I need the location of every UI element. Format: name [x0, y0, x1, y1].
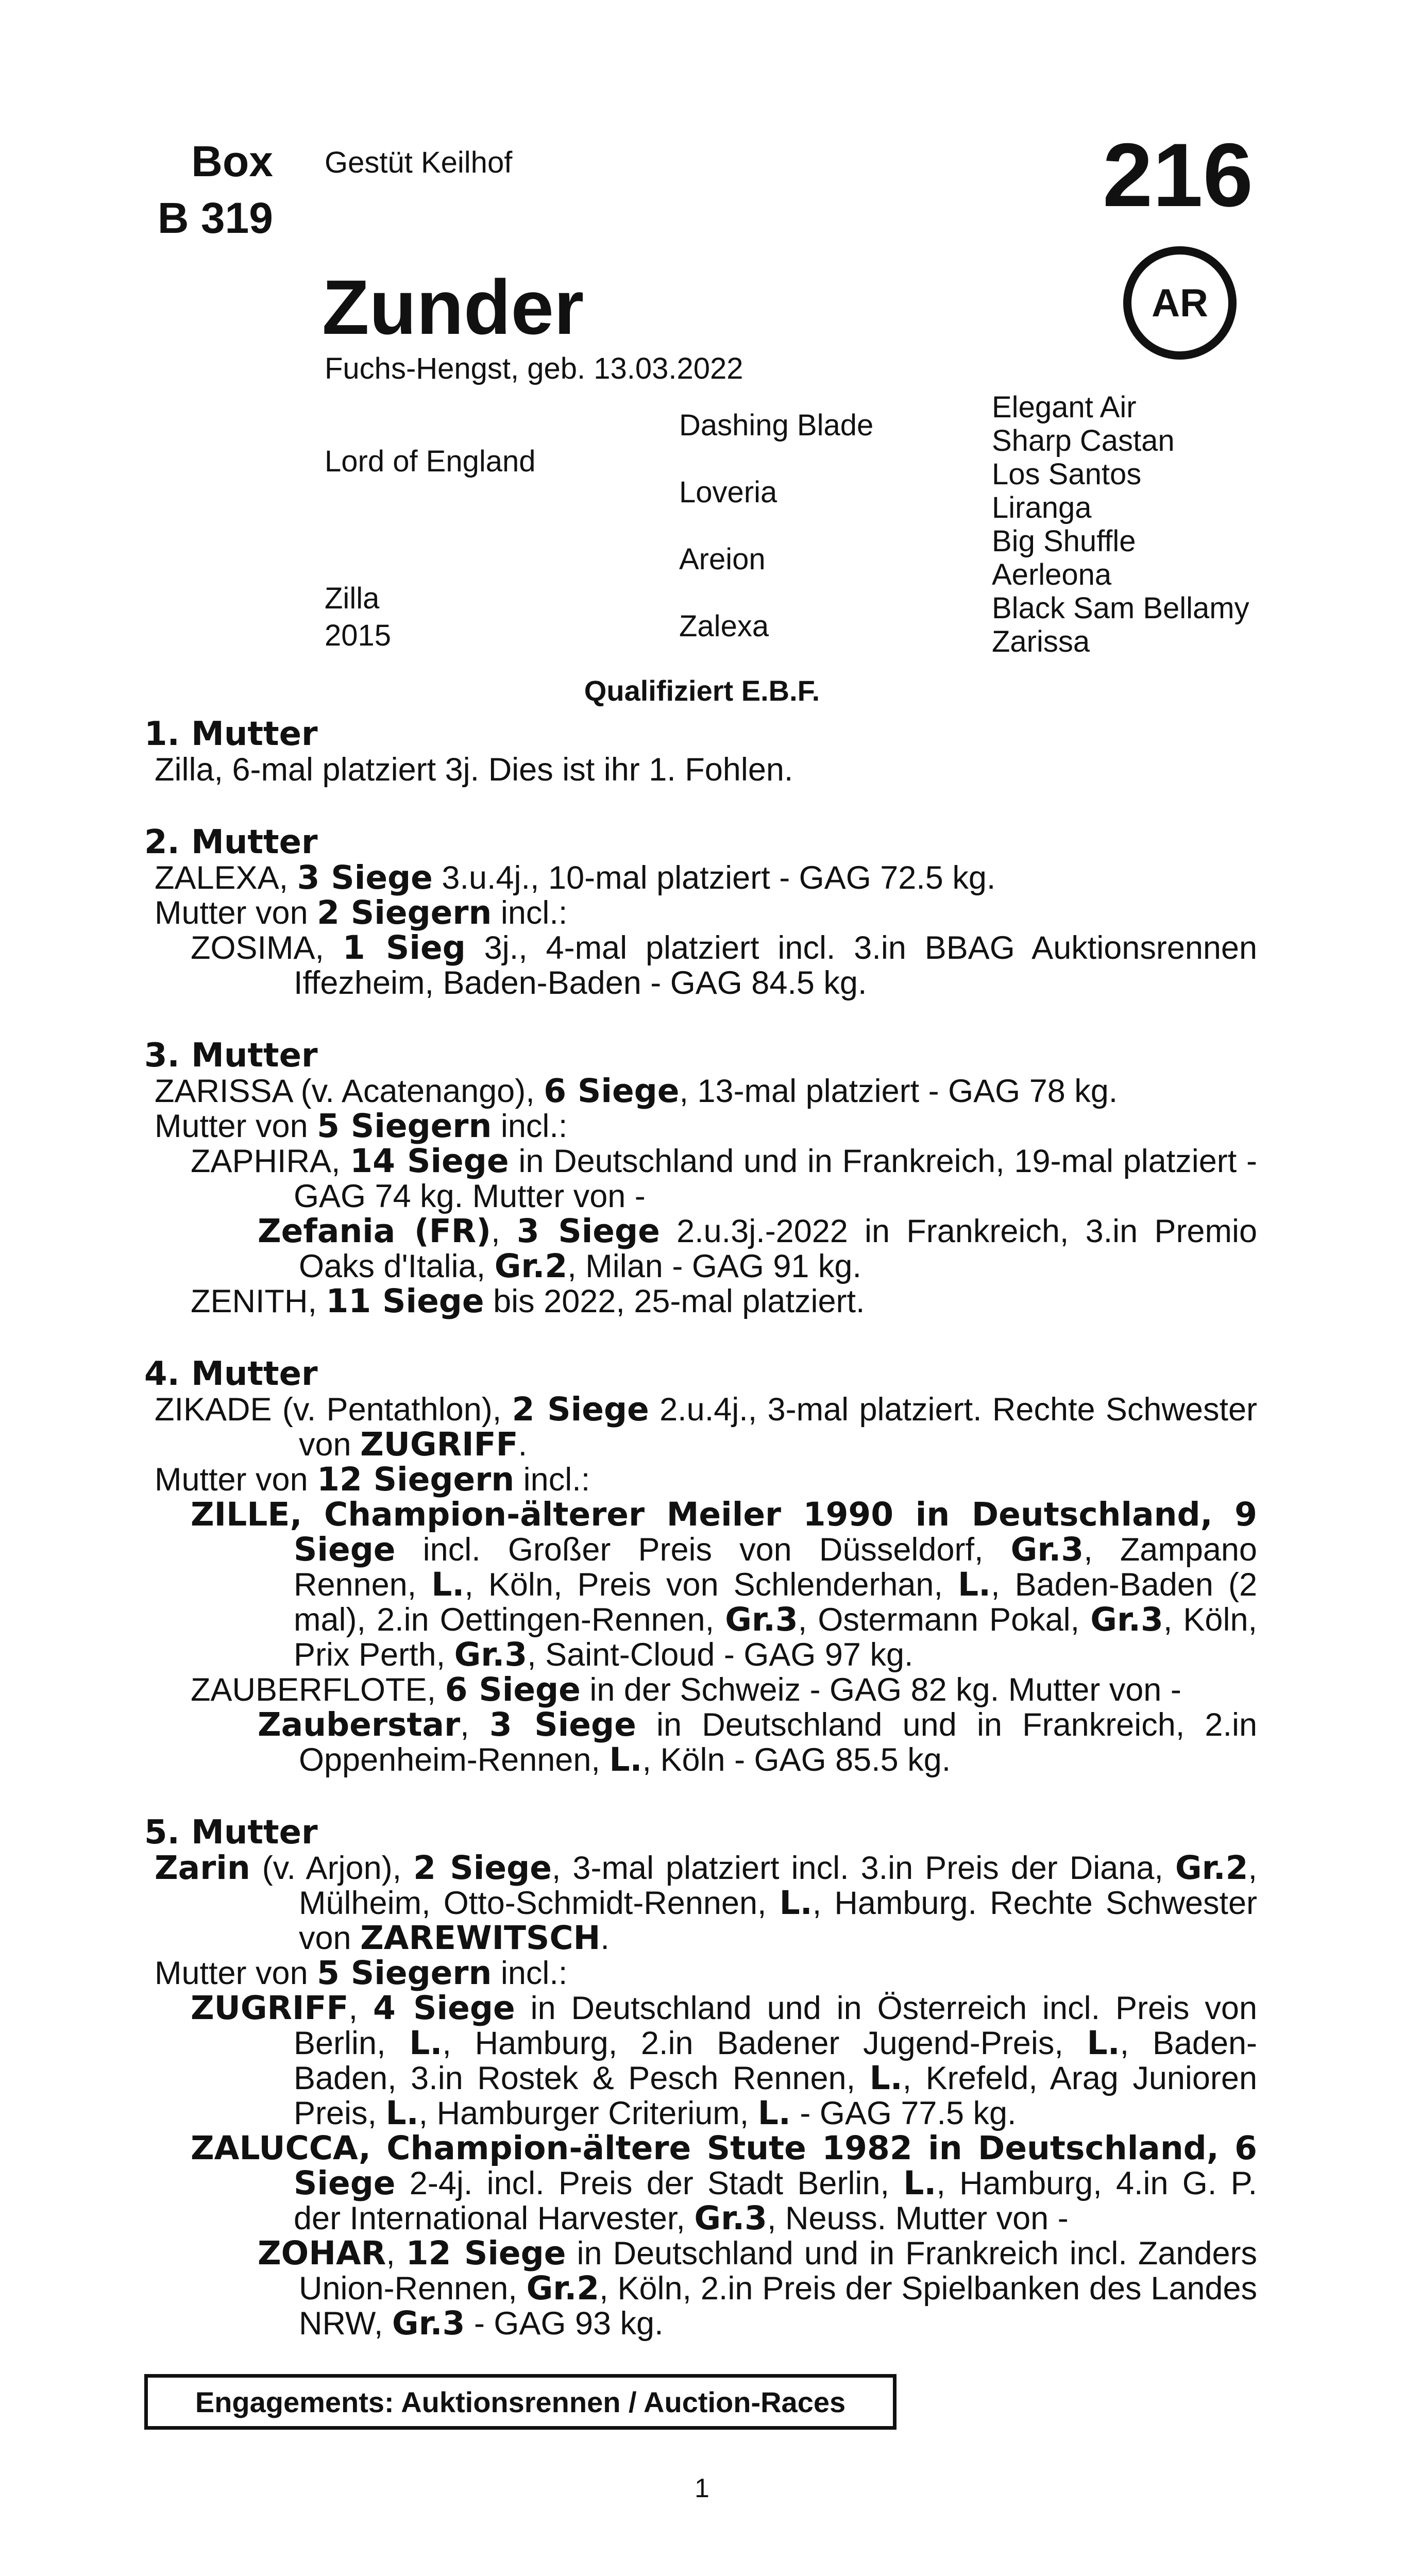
pedigree-gen3-item: Liranga	[992, 491, 1092, 524]
horse-description: Fuchs-Hengst, geb. 13.03.2022	[325, 352, 743, 385]
qualification: Qualifiziert E.B.F.	[584, 674, 820, 707]
section-heading: 1. Mutter	[144, 715, 318, 753]
engagements-box	[144, 2374, 896, 2430]
engagements-text: Engagements: Auktionsrennen / Auction-Races	[195, 2385, 846, 2418]
box-label-block	[144, 133, 273, 246]
produce-entry: ZUGRIFF, 4 Siege in Deutschland und in Österreich incl. Preis von Berlin, L., Hamburg, 2.in Badener Jugend-Preis, L., Baden-Baden, 3.in Rostek & Pesch Rennen, L., Krefeld, Arag Junioren Preis, L., Hamburger Criterium, L. - GAG 77.5 kg.	[191, 1989, 1257, 2132]
pedigree-gen3-item: Sharp Castan	[992, 424, 1175, 457]
section-text: Zilla, 6-mal platziert 3j. Dies ist ihr 1. Fohlen.	[155, 752, 793, 788]
section-heading: 4. Mutter	[144, 1355, 318, 1393]
ar-badge-text: AR	[1152, 281, 1208, 325]
pedigree-dam-sire: Areion	[679, 543, 766, 576]
produce-summary: Mutter von 5 Siegern incl.:	[155, 1954, 568, 1992]
pedigree-gen3-item: Aerleona	[992, 558, 1112, 591]
section-1-mutter	[144, 716, 1257, 787]
dam-record: ZALEXA, 3 Siege 3.u.4j., 10-mal platziert - GAG 72.5 kg.	[155, 859, 996, 896]
produce-entry-grandchild: ZOHAR, 12 Siege in Deutschland und in Frankreich incl. Zanders Union-Rennen, Gr.2, Köln, 2.in Preis der Spielbanken des Landes NRW, Gr.3 - GAG 93 kg.	[258, 2234, 1258, 2342]
pedigree-sire: Lord of England	[325, 445, 536, 478]
section-heading: 3. Mutter	[144, 1037, 318, 1075]
section-5-mutter	[144, 1815, 1257, 2341]
pedigree-gen3-item: Big Shuffle	[992, 524, 1136, 558]
horse-name: Zunder	[322, 264, 584, 350]
pedigree-dam: Zilla	[325, 582, 380, 615]
dam-record: ZARISSA (v. Acatenango), 6 Siege, 13-mal platziert - GAG 78 kg.	[155, 1072, 1118, 1110]
ar-badge-icon	[1123, 246, 1237, 360]
pedigree-gen3-item: Black Sam Bellamy	[992, 591, 1249, 625]
box-number: B 319	[157, 194, 273, 242]
produce-entry: ZILLE, Champion-älterer Meiler 1990 in Deutschland, 9 Siege incl. Großer Preis von Düsseldorf, Gr.3, Zampano Rennen, L., Köln, Preis von Schlenderhan, L., Baden-Baden (2 mal), 2.in Oettingen-Rennen, Gr.3, Ostermann Pokal, Gr.3, Köln, Prix Perth, Gr.3, Saint-Cloud - GAG 97 kg.	[191, 1496, 1257, 1673]
produce-summary: Mutter von 2 Siegern incl.:	[155, 894, 568, 931]
section-heading: 5. Mutter	[144, 1814, 318, 1852]
lot-number: 216	[1103, 125, 1253, 226]
stud-name: Gestüt Keilhof	[325, 146, 513, 179]
section-4-mutter	[144, 1356, 1257, 1777]
produce-summary: Mutter von 12 Siegern incl.:	[155, 1461, 590, 1498]
page-number: 1	[695, 2473, 709, 2503]
produce-entry-grandchild: Zefania (FR), 3 Siege 2.u.3j.-2022 in Frankreich, 3.in Premio Oaks d'Italia, Gr.2, Milan - GAG 91 kg.	[258, 1212, 1257, 1285]
pedigree-gen3-item: Los Santos	[992, 457, 1142, 491]
section-2-mutter	[144, 824, 1257, 1001]
section-3-mutter	[144, 1038, 1257, 1319]
produce-summary: Mutter von 5 Siegern incl.:	[155, 1107, 568, 1145]
pedigree-dam-dam: Zalexa	[679, 609, 769, 643]
box-label: Box	[191, 137, 273, 185]
produce-entry: ZOSIMA, 1 Sieg 3j., 4-mal platziert incl. 3.in BBAG Auktionsrennen Iffezheim, Baden-Baden - GAG 84.5 kg.	[191, 929, 1257, 1001]
produce-entry: ZAUBERFLOTE, 6 Siege in der Schweiz - GAG 82 kg. Mutter von -	[191, 1671, 1181, 1708]
dam-record: ZIKADE (v. Pentathlon), 2 Siege 2.u.4j., 3-mal platziert. Rechte Schwester von ZUGRIFF.	[155, 1391, 1257, 1463]
produce-entry-grandchild: Zauberstar, 3 Siege in Deutschland und in Frankreich, 2.in Oppenheim-Rennen, L., Köln - GAG 85.5 kg.	[258, 1706, 1258, 1778]
pedigree-gen3	[992, 391, 1249, 658]
pedigree-sire-dam: Loveria	[679, 476, 777, 509]
produce-entry: ZENITH, 11 Siege bis 2022, 25-mal platziert.	[191, 1282, 865, 1320]
pedigree-sire-sire: Dashing Blade	[679, 409, 874, 442]
pedigree-dam-year: 2015	[325, 619, 392, 652]
dam-record: Zarin (v. Arjon), 2 Siege, 3-mal platziert incl. 3.in Preis der Diana, Gr.2, Mülheim, Otto-Schmidt-Rennen, L., Hamburg. Rechte Schwester von ZAREWITSCH.	[155, 1849, 1257, 1957]
produce-entry: ZAPHIRA, 14 Siege in Deutschland und in Frankreich, 19-mal platziert - GAG 74 kg. Mutter von -	[191, 1142, 1257, 1214]
pedigree-gen3-item: Elegant Air	[992, 391, 1137, 424]
dam-line-content	[144, 716, 1257, 2341]
pedigree-gen3-item: Zarissa	[992, 625, 1090, 658]
section-heading: 2. Mutter	[144, 823, 318, 861]
produce-entry: ZALUCCA, Champion-ältere Stute 1982 in Deutschland, 6 Siege 2-4j. incl. Preis der Stadt Berlin, L., Hamburg, 4.in G. P. der International Harvester, Gr.3, Neuss. Mutter von -	[191, 2129, 1257, 2237]
